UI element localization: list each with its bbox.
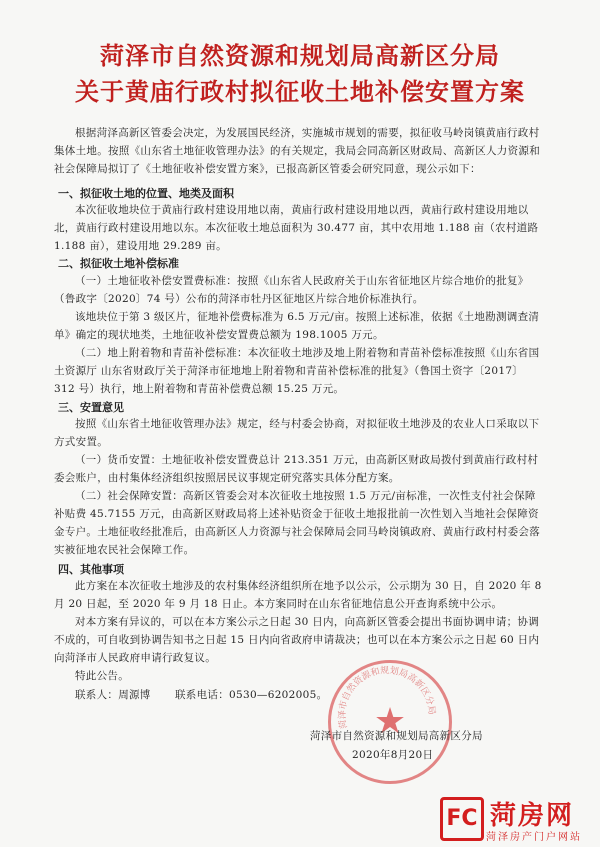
official-seal: [328, 660, 452, 784]
site-logo[interactable]: [440, 797, 596, 843]
section-2-para-2: 该地块位于第 3 级区片，征地补偿费标准为 6.5 万元/亩。按照上述标准，依据《土地勘测调查清单》确定的现状地类，土地征收补偿安置费总额为 198.1005 万元。: [54, 311, 540, 341]
section-3-para-3: （二）社会保障安置：高新区管委会对本次征收土地按照 1.5 万元/亩标准，一次性支付社会保障补贴费 45.7155 万元，由高新区财政局将上述补贴资金于征收土地报批前一次性划入当地社会保障资金专户。土地征收经批准后，由高新区人力资源与社会保障局会同马岭岗镇政府、黄庙行政村村委会落实被征地农民社会保障工作。: [54, 490, 540, 556]
section-2-heading: 二、拟征收土地补偿标准: [58, 257, 179, 270]
intro-paragraph: 根据菏泽高新区管委会决定，为发展国民经济，实施城市规划的需要，拟征收马岭岗镇黄庙行政村集体土地。按照《山东省土地征收管理办法》的有关规定，我局会同高新区财政局、高新区人力资源和社会保障局拟订了《土地征收补偿安置方案》，已报高新区管委会研究同意，现公示如下：: [54, 127, 540, 175]
section-4-para-3: 特此公告。: [75, 670, 129, 682]
seal-text: 菏泽市自然资源和规划局高新区分局: [337, 666, 437, 730]
section-1-heading: 一、拟征收土地的位置、地类及面积: [58, 187, 234, 200]
contact-person: 联系人：周源博: [75, 689, 151, 701]
seal-star-icon: ★: [373, 701, 407, 742]
title-line-1: 菏泽市自然资源和规划局高新区分局: [100, 42, 500, 70]
logo-name: 菏房网: [490, 801, 575, 831]
logo-subtitle: 菏泽房产门户网站: [486, 832, 582, 843]
section-4-heading: 四、其他事项: [58, 563, 124, 576]
contact-phone: 联系电话：0530—6202005。: [175, 689, 328, 701]
logo-mark-icon: FC: [440, 797, 484, 841]
signature-org: 菏泽市自然资源和规划局高新区分局: [310, 730, 483, 742]
section-3-para-2: （一）货币安置：土地征收补偿安置费总计 213.351 万元，由高新区财政局拨付到黄庙行政村村委会账户，由村集体经济组织按照居民议事规定研究落实具体分配方案。: [54, 454, 539, 484]
section-4-para-2: 对本方案有异议的，可以在本方案公示之日起 30 日内，向高新区管委会提出书面协调申请；协调不成的，可自收到协调告知书之日起 15 日内向省政府申请裁决；也可以在本方案公示之日起 60 日内向菏泽市人民政府申请行政复议。: [54, 616, 540, 664]
section-3-para-1: 按照《山东省土地征收管理办法》规定，经与村委会协商，对拟征收土地涉及的农业人口采取以下方式安置。: [54, 418, 540, 448]
section-4-para-1: 此方案在本次征收土地涉及的农村集体经济组织所在地予以公示，公示期为 30 日，自 2020 年 8 月 20 日起，至 2020 年 9 月 18 日止。本方案同时在山东省征地信息公开查询系统中公示。: [54, 580, 542, 610]
title-line-2: 关于黄庙行政村拟征收土地补偿安置方案: [75, 78, 525, 106]
section-1-body: 本次征收地块位于黄庙行政村建设用地以南，黄庙行政村建设用地以西，黄庙行政村建设用地以北，黄庙行政村建设用地以东。本次征收土地总面积为 30.477 亩，其中农用地 1.188 亩（农村道路 1.188 亩），建设用地 29.289 亩。: [54, 204, 539, 252]
section-3-heading: 三、安置意见: [58, 401, 124, 414]
section-2-para-3: （二）地上附着物和青苗补偿标准：本次征收土地涉及地上附着物和青苗补偿标准按照《山东省国土资源厅 山东省财政厅关于菏泽市征地地上附着物和青苗补偿标准的批复》（鲁国土资字〔2017〕312 号）执行，地上附着物和青苗补偿费总额 15.25 万元。: [54, 347, 540, 395]
signature-date: 2020年8月20日: [352, 749, 434, 761]
section-2-para-1: （一）土地征收补偿安置费标准：按照《山东省人民政府关于山东省征地区片综合地价的批复》（鲁政字〔2020〕74 号）公布的菏泽市牡丹区征地区片综合地价标准执行。: [54, 275, 529, 305]
